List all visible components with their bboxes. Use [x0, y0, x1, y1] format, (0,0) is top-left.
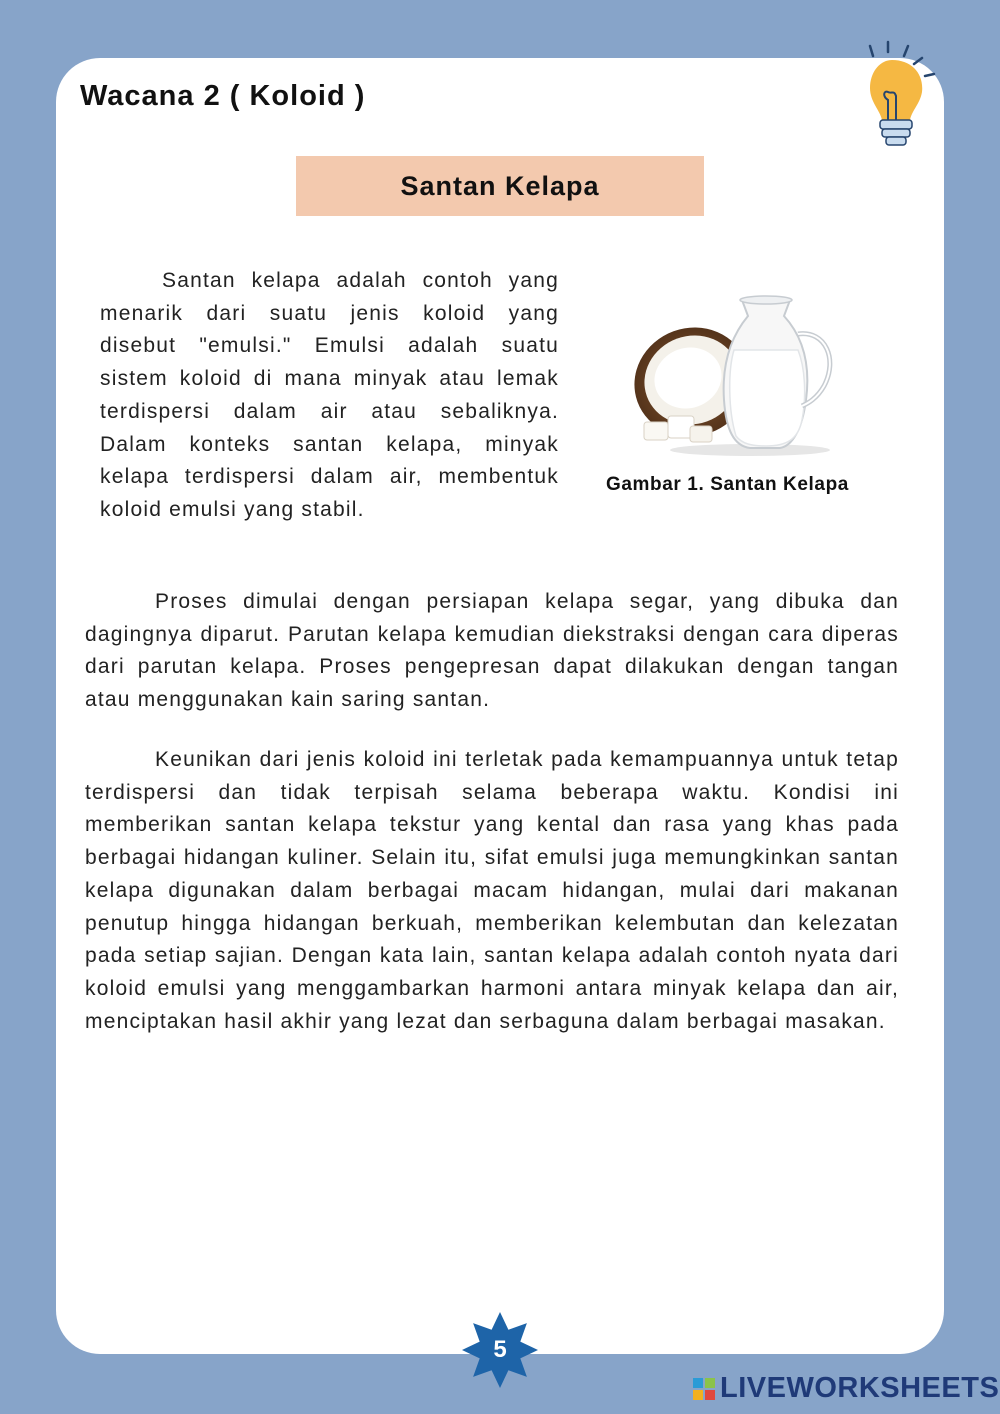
page-title: Wacana 2 ( Koloid ) — [80, 80, 366, 112]
section-title-box — [296, 156, 704, 216]
section-title: Santan Kelapa — [400, 170, 600, 201]
paragraph-process: Proses dimulai dengan persiapan kelapa segar, yang dibuka dan dagingnya diparut. Parutan kelapa kemudian diekstraksi dengan cara diperas dari parutan kelapa. Proses pengepresan dapat dilakukan dengan tangan atau menggunakan kain saring santan. — [85, 590, 899, 712]
paragraph-intro: Santan kelapa adalah contoh yang menarik dari suatu jenis koloid yang disebut "emulsi." Emulsi adalah suatu sistem koloid di mana minyak atau lemak terdispersi dalam air atau sebaliknya. Dalam konteks santan kelapa, minyak kelapa terdispersi dalam air, membentuk koloid emulsi yang stabil. — [100, 269, 559, 521]
liveworksheets-logo-icon — [692, 1377, 716, 1401]
lightbulb-icon — [852, 40, 944, 152]
paragraph-uniqueness: Keunikan dari jenis koloid ini terletak pada kemampuannya untuk tetap terdispersi dan tidak terpisah selama beberapa waktu. Kondisi ini memberikan santan kelapa tekstur yang kental dan rasa yang khas pada berbagai hidangan kuliner. Selain itu, sifat emulsi juga memungkinkan santan kelapa digunakan dalam berbagai macam hidangan, mulai dari makanan penutup hingga hidangan berkuah, memberikan kelembutan dan kelezatan pada setiap sajian. Dengan kata lain, santan kelapa adalah contoh nyata dari koloid emulsi yang menggambarkan harmoni antara minyak kelapa dan air, menciptakan hasil akhir yang lezat dan serbaguna dalam berbagai masakan. — [85, 748, 899, 1033]
brand-logo — [692, 1372, 999, 1405]
figure-caption: Gambar 1. Santan Kelapa — [606, 474, 849, 495]
page-number: 5 — [493, 1336, 507, 1363]
brand-name: LIVEWORKSHEETS — [720, 1372, 1000, 1404]
figure — [600, 290, 900, 496]
coconut-milk-jug-image — [630, 290, 840, 460]
